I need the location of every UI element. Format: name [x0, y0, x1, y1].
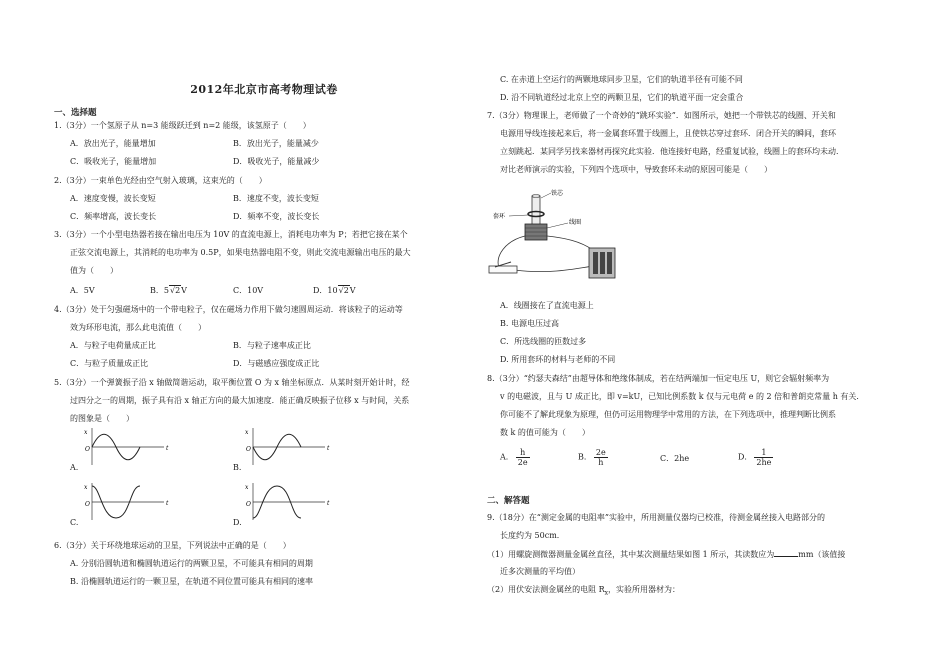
q9-part1: （1）用螺旋测微器测量金属丝直径，其中某次测量结果如图 1 所示，其读数应为 mm（该值接 [487, 550, 846, 559]
battery-cell-1 [593, 252, 598, 274]
switch-base [489, 266, 517, 273]
wire-bottom [515, 266, 593, 272]
q5-option-c: C. [70, 518, 79, 527]
graph-a-origin: O [85, 446, 90, 453]
q4-option-d: D．与磁感应强度成正比 [233, 359, 320, 368]
fraction: $\frac{h}{2e}$ [517, 448, 528, 467]
q7-figure [485, 186, 625, 290]
graph-d-t-label: t [327, 500, 330, 507]
q1-option-c: C．吸收光子，能量增加 [70, 157, 157, 166]
q7-line-2: 电源用导线连接起来后，将一金属套环置于线圈上，且使铁芯穿过套环．闭合开关的瞬间，套环 [500, 129, 836, 138]
q5-graph-b [243, 425, 333, 467]
q7-option-d: D. 所用套环的材料与老师的不同 [500, 355, 616, 364]
label-coil: 线圈 [569, 219, 582, 226]
q8-line-2: v 的电磁波，且与 U 成正比，即 v=kU，已知比例系数 k 仅与元电荷 e 的 2 倍和普朗克常量 h 有关． [500, 392, 865, 401]
q5-line-3: 的图象是（ ） [70, 414, 134, 423]
graph-b-t-label: t [327, 445, 330, 452]
q2-option-d: D．频率不变，波长变长 [233, 212, 320, 221]
graph-d-x-label: x [245, 484, 249, 491]
q6-option-b: B. 沿椭圆轨道运行的一颗卫星，在轨道不同位置可能具有相同的速率 [70, 577, 313, 586]
q8-line-1: 8.（3分）“约瑟夫森结”由超导体和绝缘体制成，若在结两端加一恒定电压 U，则它会辐射频率为 [487, 374, 830, 383]
graph-a-svg [82, 425, 172, 467]
graph-b-x-label: x [245, 429, 249, 436]
q4-line-1: 4.（3分）处于匀强磁场中的一个带电粒子，仅在磁场力作用下做匀速圆周运动．将该粒子的运动等 [54, 305, 403, 314]
q2-stem: 2.（3分）一束单色光经由空气射入玻璃，这束光的（ ） [54, 176, 267, 185]
graph-c-x-label: x [84, 484, 88, 491]
section-heading-choice: 一、选择题 [54, 108, 97, 118]
q5-graph-d [243, 480, 333, 522]
wire-right [547, 236, 593, 250]
q5-option-a: A. [70, 463, 79, 472]
q8-option-d: D． $\frac{1}{2he}$ [738, 448, 772, 467]
graph-a-t-label: t [166, 445, 169, 452]
graph-d-svg [243, 480, 333, 522]
q7-figure-svg [485, 186, 625, 286]
q5-graph-c [82, 480, 172, 522]
q4-option-a: A．与粒子电荷量成正比 [70, 341, 156, 350]
graph-b-origin: O [246, 446, 251, 453]
q1-option-d: D．吸收光子，能量减少 [233, 157, 320, 166]
q6-option-d: D. 沿不同轨道经过北京上空的两颗卫星，它们的轨道平面一定会重合 [500, 93, 744, 102]
graph-a-x-label: x [84, 429, 88, 436]
battery-cell-3 [607, 252, 612, 274]
q2-option-a: A．速度变慢，波长变短 [70, 194, 156, 203]
fraction: $\frac{2e}{h}$ [595, 448, 606, 467]
q9-line-1: 9.（18分）在“测定金属的电阻率”实验中，所用测量仪器均已校准，待测金属丝接入电路部分的 [487, 513, 825, 522]
q7-line-4: 对比老师演示的实验，下列四个选项中，导致套环未动的原因可能是（ ） [500, 165, 772, 174]
q9-part1-cont: 近多次测量的平均值） [500, 567, 580, 576]
label-ring: 套环 [493, 213, 506, 220]
q5-graph-a [82, 425, 172, 467]
fraction: $\frac{1}{2he}$ [756, 448, 772, 467]
graph-b-svg [243, 425, 333, 467]
q3-option-c: C．10V [233, 286, 264, 295]
graph-d-origin: O [246, 501, 251, 508]
q3-option-d: D．10√2V [313, 286, 356, 295]
graph-c-svg [82, 480, 172, 522]
page-title: 2012年北京市高考物理试卷 [190, 83, 338, 96]
sqrt-symbol: √2 [169, 286, 181, 295]
sqrt-symbol: √2 [338, 286, 349, 295]
q7-option-a: A．线圈接在了直流电源上 [500, 301, 594, 310]
q7-option-b: B. 电源电压过高 [500, 319, 559, 328]
q1-option-b: B．放出光子，能量减少 [233, 139, 319, 148]
q3-line-3: 值为（ ） [70, 266, 118, 275]
q6-option-a: A. 分别沿圆轨道和椭圆轨道运行的两颗卫星，不可能具有相同的周期 [70, 559, 313, 568]
q2-option-b: B．速度不变，波长变短 [233, 194, 319, 203]
q1-stem: 1.（3分）一个氢原子从 n=3 能级跃迁到 n=2 能级，该氢原子（ ） [54, 121, 311, 130]
q1-option-a: A．放出光子，能量增加 [70, 139, 156, 148]
q6-option-c: C. 在赤道上空运行的两颗地球同步卫星，它们的轨道半径有可能不同 [500, 75, 743, 84]
answer-blank[interactable] [774, 548, 798, 557]
q3-option-a: A．5V [70, 286, 95, 295]
q5-line-1: 5.（3分）一个弹簧振子沿 x 轴做简谐运动，取平衡位置 O 为 x 轴坐标原点．从某时刻开始计时，经 [54, 378, 410, 387]
q8-option-a: A． $\frac{h}{2e}$ [500, 448, 528, 467]
q7-option-c: C．所选线圈的匝数过多 [500, 337, 587, 346]
q4-option-c: C．与粒子质量成正比 [70, 359, 149, 368]
section-heading-answer: 二、解答题 [487, 496, 530, 506]
q8-option-b: B． $\frac{2e}{h}$ [578, 448, 606, 467]
q5-line-2: 过四分之一的周期，振子具有沿 x 轴正方向的最大加速度．能正确反映振子位移 x 与时间，关系 [70, 396, 410, 405]
q3-line-2: 正弦交流电源上，其消耗的电功率为 0.5P，如果电热器电阻不变，则此交流电源输出电压的最大 [70, 248, 411, 257]
wire-left [498, 236, 525, 268]
q4-line-2: 效为环形电流，那么此电流值（ ） [70, 323, 206, 332]
q5-option-d: D. [233, 518, 242, 527]
label-iron-core: 铁芯 [551, 190, 564, 197]
q8-option-c: C．2he [660, 454, 690, 463]
q9-line-2: 长度约为 50cm． [500, 531, 565, 540]
battery-cell-2 [600, 252, 605, 274]
q5-option-b: B. [233, 463, 242, 472]
q3-option-b: B．5√2V [150, 286, 187, 295]
iron-core-top [532, 195, 540, 198]
q4-option-b: B．与粒子速率成正比 [233, 341, 311, 350]
q7-line-1: 7.（3分）物理课上，老师做了一个奇妙的“跳环实验”．如图所示，她把一个带铁芯的线圈、开关和 [487, 111, 836, 120]
q8-line-3: 你可能不了解此现象为原理，但仍可运用物理学中常用的方法，在下列选项中，推理判断比例系 [500, 410, 836, 419]
q2-option-c: C．频率增高，波长变长 [70, 212, 157, 221]
q8-line-4: 数 k 的值可能为（ ） [500, 428, 590, 437]
graph-c-t-label: t [166, 500, 169, 507]
q6-stem: 6.（3分）关于环绕地球运动的卫星，下列说法中正确的是（ ） [54, 541, 291, 550]
q9-part2: （2）用伏安法测金属丝的电阻 $R_x$，实验所用器材为： [487, 585, 681, 597]
graph-c-origin: O [85, 501, 90, 508]
q7-line-3: 立刻跳起．某同学另找来器材再探究此实验．他连接好电路，经重复试验，线圈上的套环均未动． [500, 147, 844, 156]
q3-line-1: 3.（3分）一个小型电热器若接在输出电压为 10V 的直流电源上，消耗电功率为 P；若把它接在某个 [54, 230, 408, 239]
